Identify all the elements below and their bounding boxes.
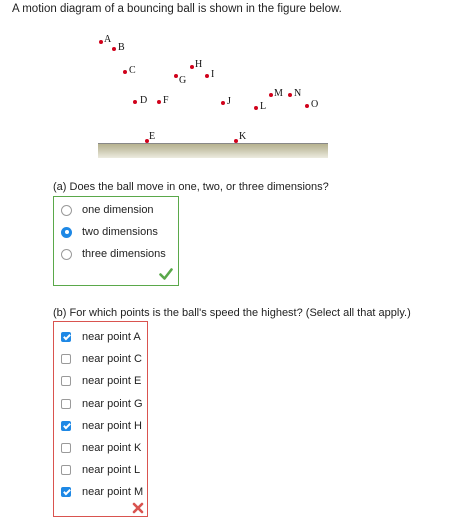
checkbox-near-point-c[interactable] [61,354,71,364]
point-f [157,100,161,104]
ground [98,143,328,158]
cross-icon [132,502,144,514]
option-label: three dimensions [82,248,166,260]
point-o [305,104,309,108]
point-label-h: H [195,59,203,70]
question-b: (b) For which points is the ball's speed the highest? (Select all that apply.) [53,307,411,319]
option-near-point-a[interactable] [61,328,141,346]
option-label: near point C [82,353,142,365]
option-label: near point E [82,375,142,387]
checkbox-near-point-k[interactable] [61,443,71,453]
option-near-point-e[interactable] [61,372,141,390]
point-n [288,93,292,97]
point-label-o: O [311,99,319,110]
point-label-b: B [118,42,125,53]
radio-three-dimensions[interactable] [61,249,72,260]
option-label: one dimension [82,204,154,216]
answer-box-a [53,196,179,286]
point-m [269,93,273,97]
point-g [174,74,178,78]
point-d [133,100,137,104]
option-label: near point A [82,331,141,343]
point-label-i: I [211,69,215,80]
option-three-dimensions[interactable] [61,245,166,263]
intro-text: A motion diagram of a bouncing ball is shown in the figure below. [12,3,342,15]
radio-one-dimension[interactable] [61,205,72,216]
point-b [112,47,116,51]
point-label-m: M [274,88,283,99]
point-label-l: L [260,101,267,112]
option-label: near point L [82,464,141,476]
point-j [221,101,225,105]
motion-diagram [0,0,474,160]
checkbox-near-point-h[interactable] [61,421,71,431]
option-label: near point K [82,442,142,454]
point-a [99,40,103,44]
point-h [190,65,194,69]
question-a: (a) Does the ball move in one, two, or three dimensions? [53,181,329,193]
point-label-n: N [294,88,302,99]
point-label-e: E [149,131,156,142]
option-near-point-g[interactable] [61,395,143,413]
point-label-g: G [179,75,187,86]
point-i [205,74,209,78]
option-two-dimensions[interactable] [61,223,158,241]
option-near-point-c[interactable] [61,350,142,368]
radio-two-dimensions[interactable] [61,227,72,238]
checkbox-near-point-m[interactable] [61,487,71,497]
answer-box-b [53,321,148,517]
option-one-dimension[interactable] [61,201,154,219]
point-l [254,106,258,110]
checkbox-near-point-l[interactable] [61,465,71,475]
point-label-d: D [140,95,148,106]
option-near-point-h[interactable] [61,417,142,435]
point-label-k: K [239,131,247,142]
option-near-point-m[interactable] [61,483,143,501]
point-label-c: C [129,65,136,76]
checkbox-near-point-a[interactable] [61,332,71,342]
option-label: near point G [82,398,143,410]
checkmark-icon [159,267,173,281]
option-near-point-k[interactable] [61,439,141,457]
point-label-j: J [227,96,231,107]
option-label: two dimensions [82,226,158,238]
option-label: near point H [82,420,142,432]
checkbox-near-point-e[interactable] [61,376,71,386]
point-label-f: F [163,95,169,106]
point-label-a: A [104,34,112,45]
checkbox-near-point-g[interactable] [61,399,71,409]
option-label: near point M [82,486,144,498]
point-c [123,70,127,74]
option-near-point-l[interactable] [61,461,140,479]
